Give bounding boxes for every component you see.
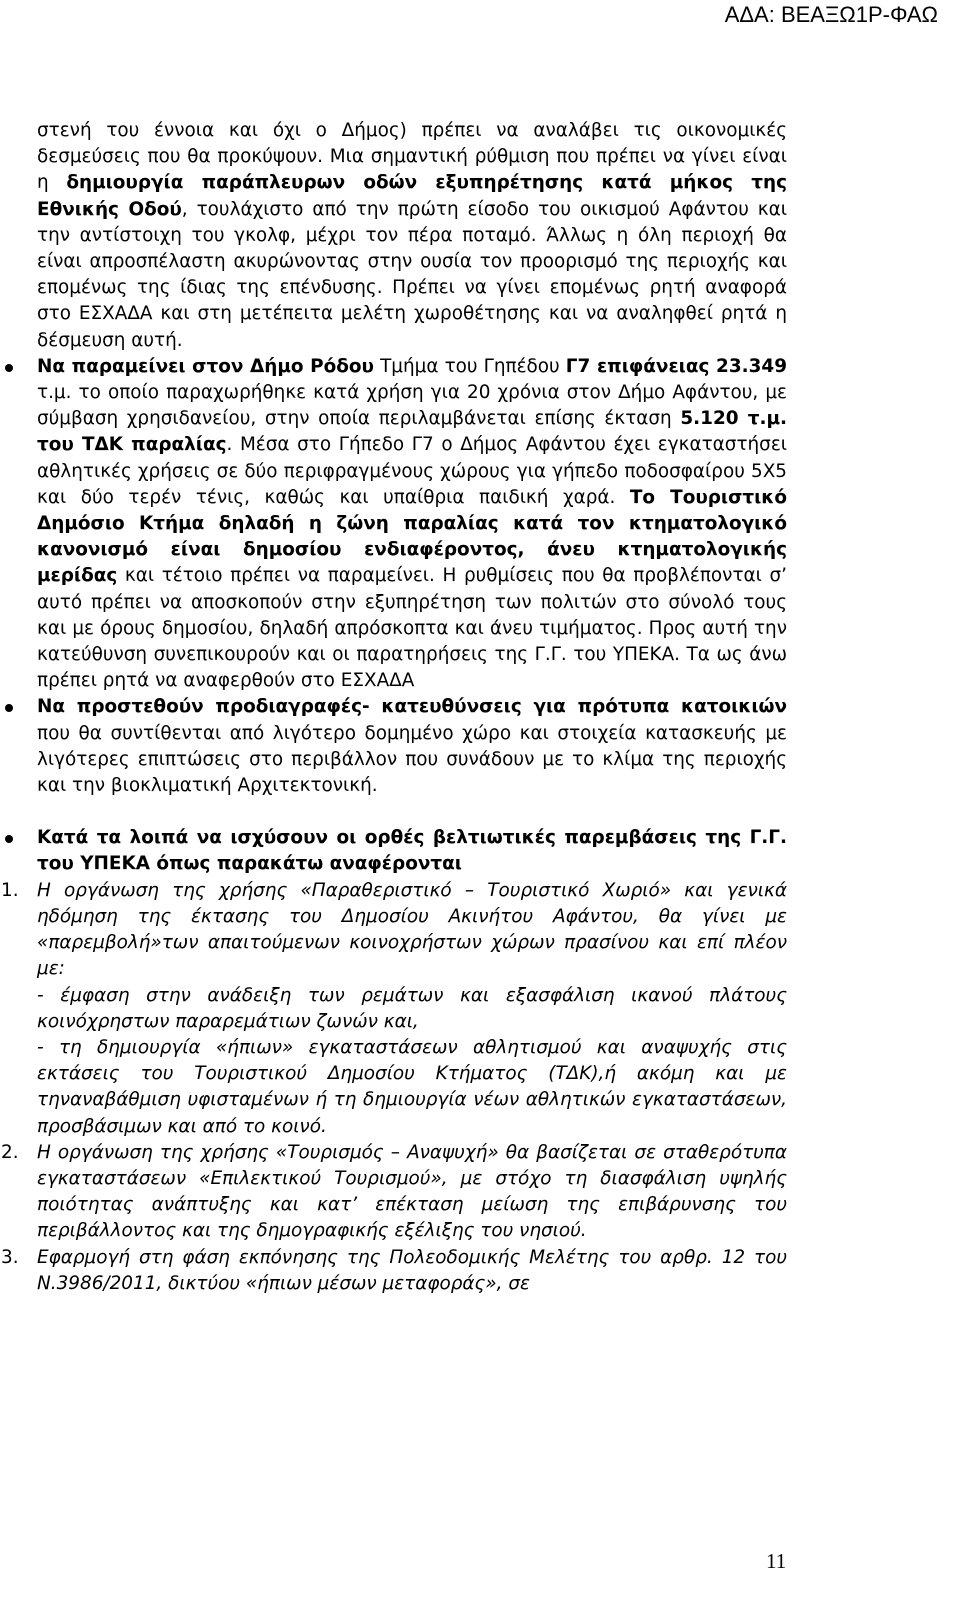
bullet-list [37, 354, 787, 878]
document-body [1, 118, 787, 1297]
item-number: 2. [1, 1141, 19, 1163]
numbered-list [1, 878, 787, 1297]
numbered-item-3: 3. Εφαρμογή στη φάση εκπόνησης της Πολεοδομικής Μελέτης του αρθρ. 12 του Ν.3986/2011, δικτύου «ήπιων μέσων μεταφοράς», σε [1, 1246, 787, 1294]
item-number: 1. [1, 879, 19, 901]
page-number: 11 [766, 1549, 787, 1573]
bullet-item-housing: Να προστεθούν προδιαγραφές- κατευθύνσεις για πρότυπα κατοικιών που θα συντίθενται από λιγότερο δομημένο χώρο και στοιχεία κατασκευής με λιγότερες επιπτώσεις στο περιβάλλον που συνάδουν με το κλίμα της περιοχής και την βιοκλιματική Αρχιτεκτονική. [37, 694, 787, 799]
item-number: 3. [1, 1246, 19, 1268]
bold-phrase: δημιουργία παράπλευρων οδών εξυπηρέτησης κατά μήκος της Εθνικής Οδού [37, 172, 787, 220]
bullet-item-g7: Να παραμείνει στον Δήμο Ρόδου Τμήμα του Γηπέδου Γ7 επιφάνειας 23.349 τ.μ. το οποίο παραχωρήθηκε κατά χρήση για 20 χρόνια στον Δήμο Αφάντου, με σύμβαση χρησιδανείου, στην οποία περιλαμβάνεται επίσης έκταση 5.120 τ.μ. του ΤΔΚ παραλίας. Μέσα στο Γήπεδο Γ7 ο Δήμος Αφάντου έχει εγκαταστήσει αθλητικές χρήσεις σε δύο περιφραγμένους χώρους για γήπεδο ποδοσφαίρου 5Χ5 και δύο τερέν τένις, καθώς και υπαίθρια παιδική χαρά. Το Τουριστικό Δημόσιο Κτήμα δηλαδή η ζώνη παραλίας κατά τον κτηματολογικό κανονισμό είναι δημοσίου ενδιαφέροντος, άνευ κτηματολογικής μερίδας και τέτοιο πρέπει να παραμείνει. Η ρυθμίσεις που θα προβλέπονται σ’ αυτό πρέπει να αποσκοπούν στην εξυπηρέτηση των πολιτών στο σύνολό τους και με όρους δημοσίου, δηλαδή απρόσκοπτα και άνευ τιμήματος. Προς αυτή την κατεύθυνση συνεπικουρούν και οι παρατηρήσεις της Γ.Γ. του ΥΠΕΚΑ. Τα ως άνω πρέπει ρητά να αναφερθούν στο ΕΣΧΑΔΑ [37, 354, 787, 695]
numbered-item-1: 1. Η οργάνωση της χρήσης «Παραθεριστικό – Τουριστικό Χωριό» και γενικά ηδόμηση της έκτασης του Δημοσίου Ακινήτου Αφάντου, θα γίνει με «παρεμβολή»των απαιτούμενων κοινοχρήστων χώρων πρασίνου και επί πλέον με: - έμφαση στην ανάδειξη των ρεμάτων και εξασφάλιση ικανού πλάτους κοινόχρηστων παραρεμάτιων ζωνών και, - τη δημιουργία «ήπιων» εγκαταστάσεων αθλητισμού και αναψυχής στις εκτάσεις του Τουριστικού Δημοσίου Κτήματος (ΤΔΚ),ή ακόμη και με τηναναβάθμιση υφισταμένων ή τη δημιουργία νέων αθλητικών εγκαταστάσεων, προσβάσιμων και από το κοινό. [1, 879, 787, 1137]
bullet-item-improvements: Κατά τα λοιπά να ισχύσουν οι ορθές βελτιωτικές παρεμβάσεις της Γ.Γ. του ΥΠΕΚΑ όπως παρακάτω αναφέρονται [37, 825, 787, 877]
numbered-item-2: 2. Η οργάνωση της χρήσης «Τουρισμός – Αναψυχή» θα βασίζεται σε σταθερότυπα εγκαταστάσεων «Επιλεκτικού Τουρισμού», με στόχο τη διασφάλιση υψηλής ποιότητας ανάπτυξης και κατ’ επέκταση μείωση της επιβάρυνσης του περιβάλλοντος και της δημογραφικής εξέλιξης του νησιού. [1, 1141, 787, 1242]
ada-code: ΑΔΑ: ΒΕΑΞΩ1Ρ-ΦΑΩ [724, 2, 938, 27]
paragraph-gulf-road: στενή του έννοια και όχι ο Δήμος) πρέπει να αναλάβει τις οικονομικές δεσμεύσεις που θα προκύψουν. Μια σημαντική ρύθμιση που πρέπει να γίνει είναι η δημιουργία παράπλευρων οδών εξυπηρέτησης κατά μήκος της Εθνικής Οδού, τουλάχιστο από την πρώτη είσοδο του οικισμού Αφάντου και την αντίστοιχη του γκολφ, μέχρι τον πέρα ποταμό. Άλλως η όλη περιοχή θα είναι απροσπέλαστη ακυρώνοντας στην ουσία τον προορισμό της περιοχής και επομένως της ίδιας της επένδυσης. Πρέπει να γίνει επομένως ρητή αναφορά στο ΕΣΧΑΔΑ και στη μετέπειτα μελέτη χωροθέτησης και να αναληφθεί ρητά η δέσμευση αυτή. [37, 120, 787, 351]
